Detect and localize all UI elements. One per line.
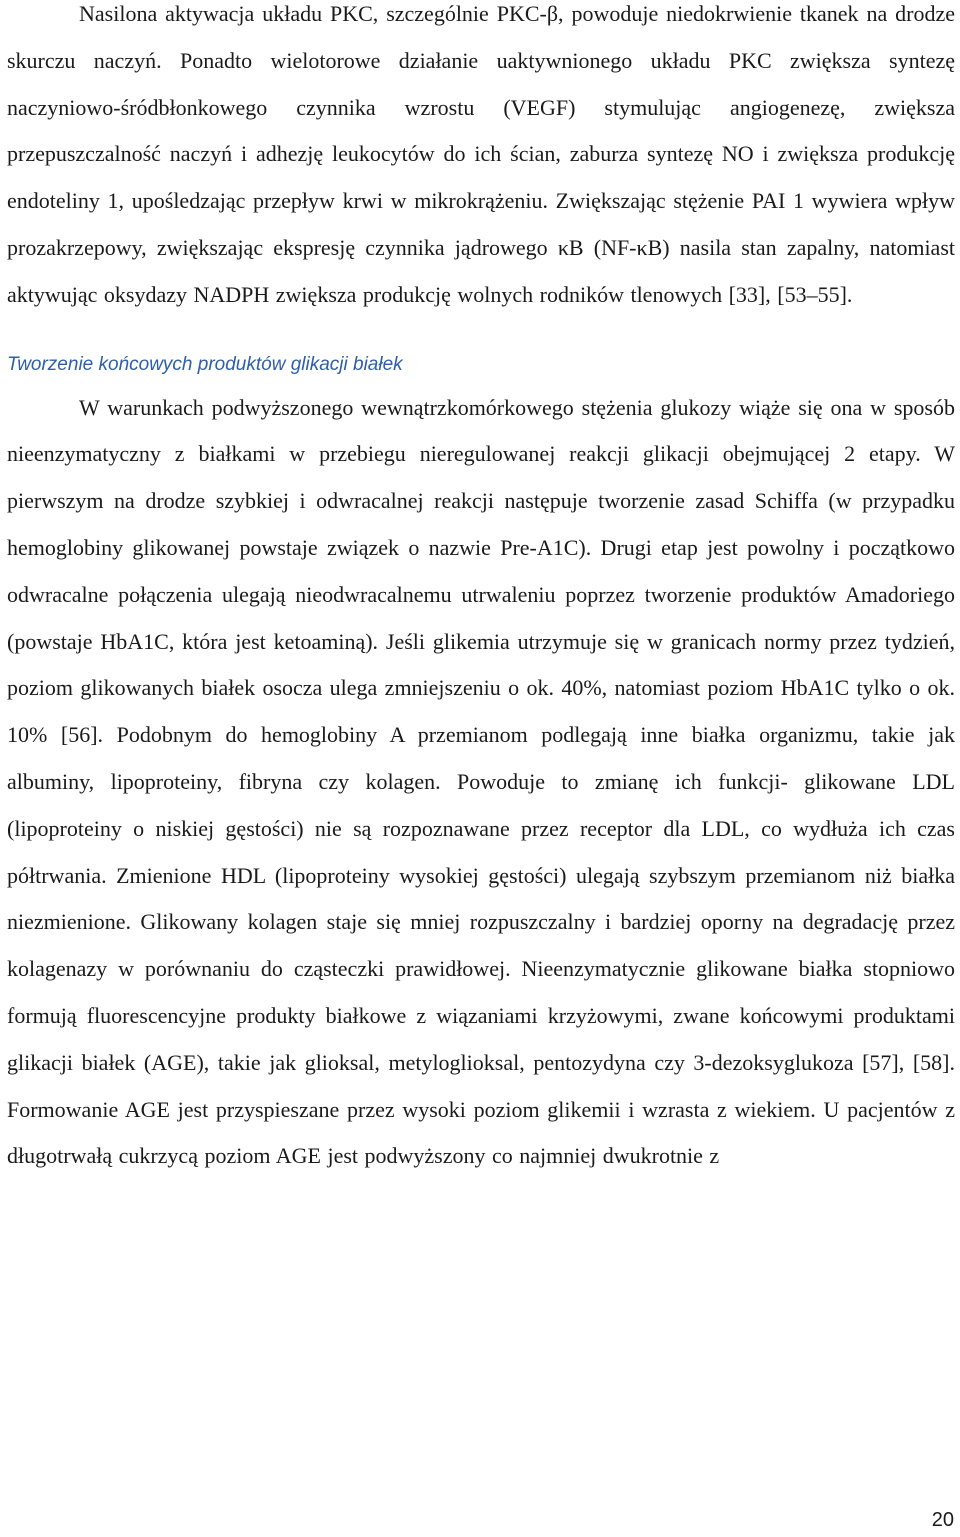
- body-paragraph-1: [7, 0, 955, 319]
- page-number: 20: [931, 1509, 954, 1531]
- document-page: [7, 0, 955, 1180]
- paragraph-2-text: W warunkach podwyższonego wewnątrzkomórkowego stężenia glukozy wiąże się ona w sposób nieenzymatyczny z białkami w przebiegu nieregulowanej reakcji glikacji obejmującej 2 etapy. W pierwszym na drodze szybkiej i odwracalnej reakcji następuje tworzenie zasad Schiffa (w przypadku hemoglobiny glikowanej powstaje związek o nazwie Pre-A1C). Drugi etap jest powolny i początkowo odwracalne połączenia ulegają nieodwracalnemu utrwaleniu poprzez tworzenie produktów Amadoriego (powstaje HbA1C, która jest ketoaminą). Jeśli glikemia utrzymuje się w granicach normy przez tydzień, poziom glikowanych białek osocza ulega zmniejszeniu o ok. 40%, natomiast poziom HbA1C tylko o ok. 10% [56]. Podobnym do hemoglobiny A przemianom podlegają inne białka organizmu, takie jak albuminy, lipoproteiny, fibryna czy kolagen. Powoduje to zmianę ich funkcji- glikowane LDL (lipoproteiny o niskiej gęstości) nie są rozpoznawane przez receptor dla LDL, co wydłuża ich czas półtrwania. Zmienione HDL (lipoproteiny wysokiej gęstości) ulegają szybszym przemianom niż białka niezmienione. Glikowany kolagen staje się mniej rozpuszczalny i bardziej oporny na degradację przez kolagenazy w porównaniu do cząsteczki prawidłowej. Nieenzymatycznie glikowane białka stopniowo formują fluorescencyjne produkty białkowe z wiązaniami krzyżowymi, zwane końcowymi produktami glikacji białek (AGE), takie jak glioksal, metyloglioksal, pentozydyna czy 3-dezoksyglukoza [57], [58]. Formowanie AGE jest przyspieszane przez wysoki poziom glikemii i wzrasta z wiekiem. U pacjentów z długotrwałą cukrzycą poziom AGE jest podwyższony co najmniej dwukrotnie z: [7, 394, 955, 1169]
- body-paragraph-2: [7, 385, 955, 1181]
- section-heading: Tworzenie końcowych produktów glikacji białek: [7, 353, 403, 375]
- paragraph-1-text: Nasilona aktywacja układu PKC, szczególnie PKC-β, powoduje niedokrwienie tkanek na drodze skurczu naczyń. Ponadto wielotorowe działanie uaktywnionego układu PKC zwiększa syntezę naczyniowo-śródbłonkowego czynnika wzrostu (VEGF) stymulując angiogenezę, zwiększa przepuszczalność naczyń i adhezję leukocytów do ich ścian, zaburza syntezę NO i zwiększa produkcję endoteliny 1, upośledzając przepływ krwi w mikrokrążeniu. Zwiększając stężenie PAI 1 wywiera wpływ prozakrzepowy, zwiększając ekspresję czynnika jądrowego κB (NF-κB) nasila stan zapalny, natomiast aktywując oksydazy NADPH zwiększa produkcję wolnych rodników tlenowych [33], [53–55].: [7, 1, 955, 307]
